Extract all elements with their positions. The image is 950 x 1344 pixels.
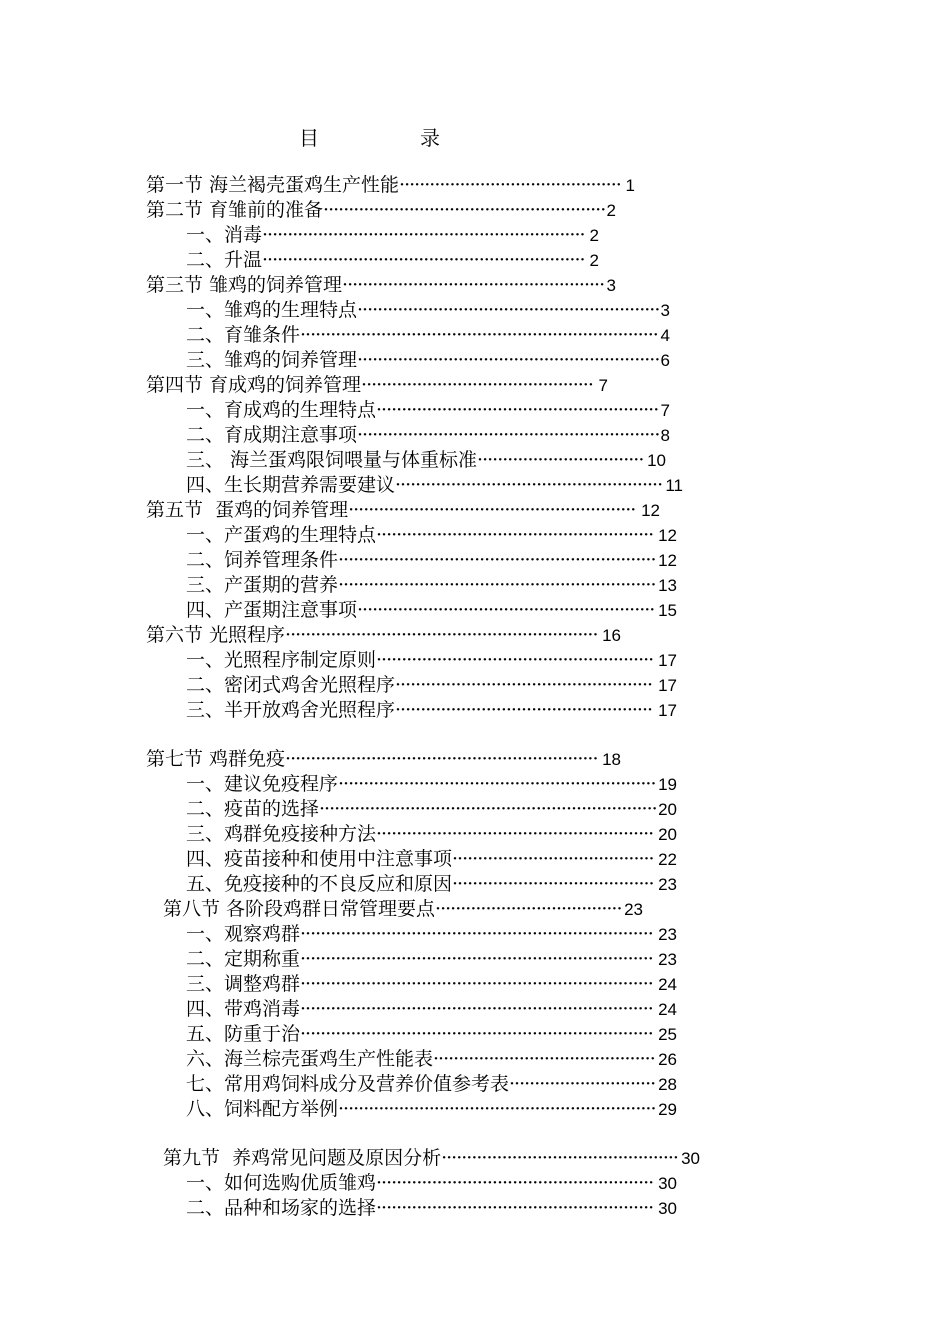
toc-entry-label: 一、产蛋鸡的生理特点 — [186, 524, 377, 546]
toc-entry-label: 一、光照程序制定原则 — [186, 649, 377, 671]
toc-entry-page: 24 — [658, 975, 677, 994]
toc-entry[interactable] — [163, 1146, 700, 1171]
toc-leader-dots: ······················································· — [376, 1172, 654, 1194]
toc-entry-label: 第一节 海兰褐壳蛋鸡生产性能 — [146, 174, 400, 196]
toc-entry-page: 3 — [660, 301, 670, 320]
toc-entry[interactable] — [186, 1171, 677, 1196]
toc-entry-page: 30 — [681, 1149, 700, 1168]
toc-leader-dots: ········································ — [452, 873, 654, 895]
toc-leader-dots: ······························································ — [285, 748, 598, 770]
toc-entry-page: 10 — [647, 451, 666, 470]
toc-entry[interactable] — [186, 248, 599, 273]
toc-entry-page: 23 — [658, 925, 677, 944]
toc-entry[interactable] — [186, 947, 677, 972]
toc-entry[interactable] — [146, 273, 616, 298]
toc-entry-page: 28 — [658, 1075, 677, 1094]
toc-entry[interactable] — [186, 1097, 677, 1122]
toc-entry-label: 一、建议免疫程序 — [186, 773, 339, 795]
toc-entry-page: 11 — [665, 476, 683, 495]
toc-leader-dots: ······························································· — [338, 773, 656, 795]
toc-entry-page: 18 — [602, 750, 621, 769]
toc-entry-label: 二、密闭式鸡舍光照程序 — [186, 674, 396, 696]
toc-entry-label: 第五节 蛋鸡的饲养管理 — [146, 499, 349, 521]
toc-entry-page: 2 — [589, 251, 599, 270]
toc-leader-dots: ························································· — [348, 499, 636, 521]
toc-entry-label: 二、育雏条件 — [186, 324, 301, 346]
toc-entry-page: 7 — [598, 376, 608, 395]
toc-entry-label: 四、生长期营养需要建议 — [186, 474, 396, 496]
toc-leader-dots: ······································································ — [300, 998, 653, 1020]
toc-entry[interactable] — [186, 673, 677, 698]
toc-leader-dots: ······················································· — [376, 649, 654, 671]
toc-title — [0, 122, 950, 152]
toc-entry-label: 二、定期称重 — [186, 948, 301, 970]
toc-entry-label: 二、育成期注意事项 — [186, 424, 358, 446]
toc-entry-label: 第四节 育成鸡的饲养管理 — [146, 374, 362, 396]
toc-entry[interactable] — [186, 298, 670, 323]
toc-leader-dots: ············································ — [399, 174, 621, 196]
toc-entry-page: 15 — [658, 601, 677, 620]
toc-entry[interactable] — [186, 1196, 677, 1221]
toc-entry-page: 16 — [602, 626, 621, 645]
toc-entry-label: 一、消毒 — [186, 224, 263, 246]
toc-entry-page: 25 — [658, 1025, 677, 1044]
toc-leader-dots: ························································ — [323, 199, 606, 221]
toc-title-char-2: 录 — [420, 126, 440, 150]
toc-entry-label: 四、疫苗接种和使用中注意事项 — [186, 848, 453, 870]
toc-entry-page: 12 — [658, 551, 677, 570]
toc-leader-dots: ······························································ — [285, 624, 598, 646]
toc-entry[interactable] — [146, 198, 616, 223]
toc-entry-label: 五、免疫接种的不良反应和原因 — [186, 873, 453, 895]
toc-leader-dots: ······························································· — [338, 1098, 656, 1120]
toc-entry-label: 六、海兰棕壳蛋鸡生产性能表 — [186, 1048, 434, 1070]
toc-leader-dots: ···························································· — [357, 299, 660, 321]
toc-entry-label: 二、品种和场家的选择 — [186, 1197, 377, 1219]
toc-leader-dots: ····································· — [435, 898, 622, 920]
toc-entry-label: 一、育成鸡的生理特点 — [186, 399, 377, 421]
toc-entry-page: 23 — [658, 950, 677, 969]
toc-entry-page: 13 — [658, 576, 677, 595]
toc-entry-page: 22 — [658, 850, 677, 869]
toc-entry[interactable] — [186, 448, 666, 473]
toc-entry-page: 23 — [658, 875, 677, 894]
toc-entry[interactable] — [186, 548, 677, 573]
toc-entry-page: 7 — [660, 401, 670, 420]
toc-leader-dots: ······································································ — [300, 948, 653, 970]
toc-entry-page: 23 — [624, 900, 643, 919]
toc-leader-dots: ······································································ — [300, 1023, 653, 1045]
toc-entry-page: 26 — [658, 1050, 677, 1069]
toc-entry[interactable] — [163, 897, 643, 922]
toc-leader-dots: ······························································· — [338, 574, 656, 596]
toc-entry-page: 19 — [658, 775, 677, 794]
toc-entry-page: 20 — [658, 825, 677, 844]
toc-leader-dots: ····························· — [509, 1073, 656, 1095]
toc-leader-dots: ········································ — [452, 848, 654, 870]
toc-entry-label: 二、升温 — [186, 249, 263, 271]
toc-entry-label: 五、防重于治 — [186, 1023, 301, 1045]
toc-entry-label: 一、雏鸡的生理特点 — [186, 299, 358, 321]
toc-entry-page: 20 — [658, 800, 677, 819]
toc-entry-label: 三、调整鸡群 — [186, 973, 301, 995]
toc-entry-page: 1 — [625, 176, 635, 195]
toc-leader-dots: ··············································· — [441, 1147, 678, 1169]
toc-leader-dots: ··················································· — [395, 699, 653, 721]
toc-entry-label: 第六节 光照程序 — [146, 624, 286, 646]
toc-leader-dots: ··················································· — [395, 674, 653, 696]
toc-entry-page: 6 — [660, 351, 670, 370]
toc-entry-label: 一、观察鸡群 — [186, 923, 301, 945]
toc-entry-page: 24 — [658, 1000, 677, 1019]
toc-entry-page: 2 — [589, 226, 599, 245]
toc-entry-page: 4 — [660, 326, 670, 345]
toc-entry[interactable] — [186, 872, 677, 897]
toc-leader-dots: ······································································· — [300, 324, 658, 346]
toc-entry-label: 七、常用鸡饲料成分及营养价值参考表 — [186, 1073, 510, 1095]
toc-entry-page: 17 — [658, 651, 677, 670]
toc-leader-dots: ······································································ — [300, 973, 653, 995]
toc-entry-label: 四、带鸡消毒 — [186, 998, 301, 1020]
toc-entry-page: 3 — [606, 276, 616, 295]
toc-entry-page: 17 — [658, 701, 677, 720]
toc-entry[interactable] — [186, 847, 677, 872]
toc-entry[interactable] — [186, 598, 677, 623]
toc-entry[interactable] — [186, 1072, 677, 1097]
toc-leader-dots: ······················································· — [376, 524, 654, 546]
toc-leader-dots: ············································ — [433, 1048, 655, 1070]
toc-leader-dots: ························································ — [376, 399, 659, 421]
toc-entry[interactable] — [146, 373, 608, 398]
toc-entry-label: 第七节 鸡群免疫 — [146, 748, 286, 770]
toc-entry[interactable] — [186, 922, 677, 947]
toc-entry[interactable] — [186, 772, 677, 797]
toc-leader-dots: ······································································ — [300, 923, 653, 945]
toc-entry-page: 17 — [658, 676, 677, 695]
toc-entry-label: 三、半开放鸡舍光照程序 — [186, 699, 396, 721]
toc-entry[interactable] — [186, 423, 670, 448]
toc-entry[interactable] — [186, 997, 677, 1022]
toc-leader-dots: ··································································· — [319, 798, 657, 820]
toc-entry-label: 第三节 雏鸡的饲养管理 — [146, 274, 343, 296]
toc-entry-label: 三、鸡群免疫接种方法 — [186, 823, 377, 845]
toc-entry-page: 12 — [658, 526, 677, 545]
toc-leader-dots: ································································ — [262, 224, 585, 246]
toc-entry[interactable] — [186, 972, 677, 997]
toc-leader-dots: ································· — [477, 449, 644, 471]
toc-entry-label: 第九节 养鸡常见问题及原因分析 — [163, 1147, 442, 1169]
toc-entry[interactable] — [186, 648, 677, 673]
toc-leader-dots: ····················································· — [395, 474, 663, 496]
toc-leader-dots: ···················································· — [342, 274, 605, 296]
toc-entry-label: 二、疫苗的选择 — [186, 798, 320, 820]
toc-leader-dots: ······················································· — [376, 823, 654, 845]
toc-entry-label: 八、饲料配方举例 — [186, 1098, 339, 1120]
toc-leader-dots: ······················································· — [376, 1197, 654, 1219]
toc-entry-page: 12 — [641, 501, 660, 520]
toc-entry-page: 30 — [658, 1174, 677, 1193]
toc-entry-label: 三、雏鸡的饲养管理 — [186, 349, 358, 371]
toc-entry-label: 三、产蛋期的营养 — [186, 574, 339, 596]
toc-entry-label: 二、饲养管理条件 — [186, 549, 339, 571]
toc-entry-page: 30 — [658, 1199, 677, 1218]
toc-entry[interactable] — [146, 623, 621, 648]
toc-leader-dots: ···························································· — [357, 424, 660, 446]
toc-entry-label: 三、 海兰蛋鸡限饲喂量与体重标准 — [186, 449, 478, 471]
toc-entry[interactable] — [186, 473, 683, 498]
toc-entry[interactable] — [186, 698, 677, 723]
toc-entry[interactable] — [186, 573, 677, 598]
toc-entry-label: 第八节 各阶段鸡群日常管理要点 — [163, 898, 436, 920]
toc-entry-page: 29 — [658, 1100, 677, 1119]
toc-leader-dots: ······························································· — [338, 549, 656, 571]
toc-entry-label: 第二节 育雏前的准备 — [146, 199, 324, 221]
toc-entry[interactable] — [146, 747, 621, 772]
toc-entry[interactable] — [186, 398, 670, 423]
toc-entry[interactable] — [186, 348, 670, 373]
toc-entry[interactable] — [146, 173, 635, 198]
toc-entry[interactable] — [186, 822, 677, 847]
toc-entry[interactable] — [186, 797, 677, 822]
toc-entry[interactable] — [186, 223, 599, 248]
toc-leader-dots: ·············································· — [361, 374, 593, 396]
toc-entry-label: 四、产蛋期注意事项 — [186, 599, 358, 621]
toc-leader-dots: ································································ — [262, 249, 585, 271]
toc-entry[interactable] — [186, 323, 670, 348]
toc-entry[interactable] — [186, 1022, 677, 1047]
toc-entry[interactable] — [146, 498, 660, 523]
toc-entry-page: 2 — [606, 201, 616, 220]
toc-entry-label: 一、如何选购优质雏鸡 — [186, 1172, 377, 1194]
toc-entry[interactable] — [186, 523, 677, 548]
toc-leader-dots: ···························································· — [357, 349, 660, 371]
toc-title-char-1: 目 — [299, 126, 319, 150]
toc-leader-dots: ··························································· — [357, 599, 655, 621]
toc-entry[interactable] — [186, 1047, 677, 1072]
toc-entry-page: 8 — [660, 426, 670, 445]
